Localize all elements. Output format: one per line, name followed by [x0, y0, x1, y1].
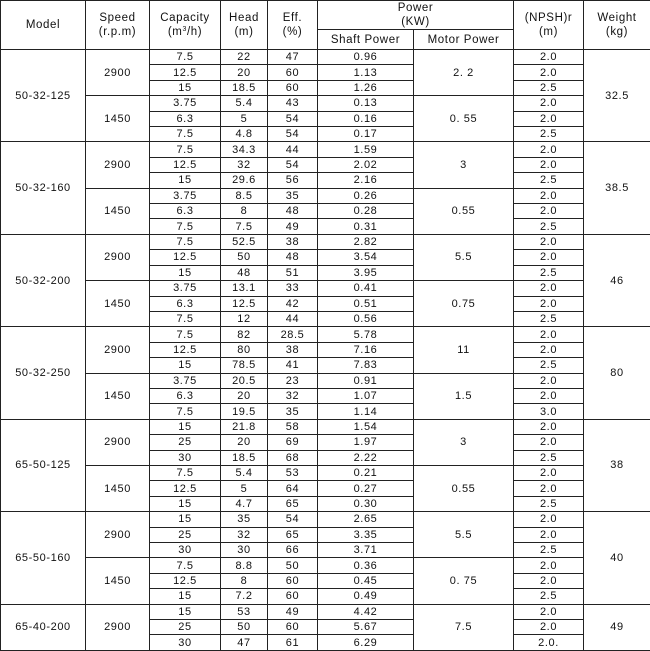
- head-cell: 32: [221, 527, 268, 542]
- efficiency-cell: 68: [268, 450, 318, 465]
- efficiency-cell: 51: [268, 265, 318, 280]
- efficiency-cell: 48: [268, 250, 318, 265]
- weight-cell: 80: [584, 327, 650, 419]
- capacity-cell: 7.5: [150, 234, 221, 249]
- speed-cell: 2900: [86, 234, 150, 280]
- npsh-cell: 2.0: [514, 142, 584, 157]
- npsh-cell: 2.0: [514, 65, 584, 80]
- efficiency-cell: 43: [268, 96, 318, 111]
- npsh-cell: 2.5: [514, 219, 584, 234]
- head-cell: 7.2: [221, 589, 268, 604]
- shaft-power-cell: 3.35: [318, 527, 414, 542]
- head-cell: 80: [221, 342, 268, 357]
- capacity-cell: 3.75: [150, 281, 221, 296]
- capacity-cell: 30: [150, 450, 221, 465]
- head-cell: 22: [221, 50, 268, 65]
- capacity-cell: 12.5: [150, 157, 221, 172]
- table-row: [1, 604, 650, 619]
- head-cell: 4.8: [221, 127, 268, 142]
- npsh-cell: 2.5: [514, 80, 584, 95]
- capacity-cell: 7.5: [150, 327, 221, 342]
- weight-cell: 38.5: [584, 142, 650, 234]
- motor-power-cell: 3: [414, 142, 514, 188]
- efficiency-cell: 65: [268, 496, 318, 511]
- efficiency-cell: 56: [268, 173, 318, 188]
- shaft-power-cell: 1.26: [318, 80, 414, 95]
- table-row: [1, 419, 650, 434]
- shaft-power-cell: 3.54: [318, 250, 414, 265]
- npsh-cell: 2.0: [514, 234, 584, 249]
- efficiency-cell: 54: [268, 512, 318, 527]
- header-weight: Weight (kg): [584, 1, 650, 50]
- weight-cell: 49: [584, 604, 650, 650]
- header-efficiency: Eff. (%): [268, 1, 318, 50]
- capacity-cell: 15: [150, 265, 221, 280]
- motor-power-cell: 5.5: [414, 512, 514, 558]
- head-cell: 4.7: [221, 496, 268, 511]
- head-cell: 5.4: [221, 465, 268, 480]
- capacity-cell: 25: [150, 527, 221, 542]
- efficiency-cell: 44: [268, 142, 318, 157]
- capacity-cell: 12.5: [150, 250, 221, 265]
- head-cell: 53: [221, 604, 268, 619]
- head-cell: 20: [221, 435, 268, 450]
- npsh-cell: 2.0: [514, 250, 584, 265]
- model-cell: 50-32-160: [1, 142, 86, 234]
- npsh-cell: 2.5: [514, 543, 584, 558]
- capacity-cell: 6.3: [150, 296, 221, 311]
- model-cell: 50-32-125: [1, 50, 86, 142]
- npsh-cell: 2.0: [514, 327, 584, 342]
- speed-cell: 1450: [86, 96, 150, 142]
- head-cell: 5.4: [221, 96, 268, 111]
- efficiency-cell: 48: [268, 204, 318, 219]
- efficiency-cell: 49: [268, 604, 318, 619]
- table-row: [1, 96, 650, 111]
- efficiency-cell: 64: [268, 481, 318, 496]
- table-row: [1, 188, 650, 203]
- shaft-power-cell: 0.16: [318, 111, 414, 126]
- capacity-cell: 15: [150, 512, 221, 527]
- npsh-cell: 2.0: [514, 527, 584, 542]
- head-cell: 18.5: [221, 80, 268, 95]
- capacity-cell: 15: [150, 173, 221, 188]
- capacity-cell: 15: [150, 496, 221, 511]
- motor-power-cell: 0. 55: [414, 96, 514, 142]
- head-cell: 5: [221, 111, 268, 126]
- head-cell: 8: [221, 204, 268, 219]
- head-cell: 21.8: [221, 419, 268, 434]
- npsh-cell: 2.5: [514, 311, 584, 326]
- efficiency-cell: 28.5: [268, 327, 318, 342]
- speed-cell: 1450: [86, 281, 150, 327]
- head-cell: 32: [221, 157, 268, 172]
- shaft-power-cell: 0.21: [318, 465, 414, 480]
- capacity-cell: 3.75: [150, 96, 221, 111]
- table-row: [1, 234, 650, 249]
- shaft-power-cell: 1.14: [318, 404, 414, 419]
- shaft-power-cell: 2.82: [318, 234, 414, 249]
- speed-cell: 2900: [86, 142, 150, 188]
- capacity-cell: 30: [150, 543, 221, 558]
- npsh-cell: 2.0: [514, 373, 584, 388]
- weight-cell: 38: [584, 419, 650, 511]
- model-cell: 65-50-125: [1, 419, 86, 511]
- capacity-cell: 7.5: [150, 127, 221, 142]
- head-cell: 5: [221, 481, 268, 496]
- head-cell: 20.5: [221, 373, 268, 388]
- npsh-cell: 2.0: [514, 96, 584, 111]
- efficiency-cell: 44: [268, 311, 318, 326]
- capacity-cell: 7.5: [150, 404, 221, 419]
- efficiency-cell: 23: [268, 373, 318, 388]
- header-motor-power: Motor Power: [414, 30, 514, 50]
- efficiency-cell: 60: [268, 80, 318, 95]
- shaft-power-cell: 0.49: [318, 589, 414, 604]
- capacity-cell: 7.5: [150, 219, 221, 234]
- capacity-cell: 3.75: [150, 188, 221, 203]
- model-cell: 50-32-200: [1, 234, 86, 326]
- header-capacity: Capacity $(m^3/h)$: [150, 1, 221, 50]
- capacity-cell: 6.3: [150, 111, 221, 126]
- motor-power-cell: 0.55: [414, 465, 514, 511]
- capacity-cell: 15: [150, 604, 221, 619]
- npsh-cell: 2.0: [514, 435, 584, 450]
- efficiency-cell: 61: [268, 635, 318, 651]
- npsh-cell: 2.5: [514, 589, 584, 604]
- npsh-cell: 2.5: [514, 496, 584, 511]
- table-row: [1, 373, 650, 388]
- capacity-cell: 15: [150, 358, 221, 373]
- npsh-cell: 2.0.: [514, 635, 584, 651]
- motor-power-cell: 0. 75: [414, 558, 514, 604]
- capacity-cell: 6.3: [150, 388, 221, 403]
- table-row: [1, 465, 650, 480]
- head-cell: 12.5: [221, 296, 268, 311]
- efficiency-cell: 42: [268, 296, 318, 311]
- shaft-power-cell: 0.28: [318, 204, 414, 219]
- efficiency-cell: 38: [268, 342, 318, 357]
- shaft-power-cell: 0.13: [318, 96, 414, 111]
- shaft-power-cell: 0.31: [318, 219, 414, 234]
- capacity-cell: 7.5: [150, 465, 221, 480]
- shaft-power-cell: 1.97: [318, 435, 414, 450]
- speed-cell: 2900: [86, 419, 150, 465]
- head-cell: 48: [221, 265, 268, 280]
- head-cell: 82: [221, 327, 268, 342]
- shaft-power-cell: 1.13: [318, 65, 414, 80]
- efficiency-cell: 60: [268, 573, 318, 588]
- efficiency-cell: 65: [268, 527, 318, 542]
- efficiency-cell: 54: [268, 111, 318, 126]
- npsh-cell: 2.5: [514, 358, 584, 373]
- shaft-power-cell: 3.71: [318, 543, 414, 558]
- table-row: [1, 327, 650, 342]
- shaft-power-cell: 2.22: [318, 450, 414, 465]
- weight-cell: 40: [584, 512, 650, 604]
- head-cell: 29.6: [221, 173, 268, 188]
- head-cell: 47: [221, 635, 268, 651]
- shaft-power-cell: 0.27: [318, 481, 414, 496]
- capacity-cell: 15: [150, 419, 221, 434]
- npsh-cell: 2.0: [514, 481, 584, 496]
- head-cell: 50: [221, 620, 268, 635]
- capacity-cell: 25: [150, 435, 221, 450]
- npsh-cell: 2.0: [514, 573, 584, 588]
- speed-cell: 1450: [86, 188, 150, 234]
- motor-power-cell: 0.55: [414, 188, 514, 234]
- table-body: [1, 50, 650, 651]
- head-cell: 50: [221, 250, 268, 265]
- model-cell: 65-40-200: [1, 604, 86, 650]
- header-npsh: (NPSH)r (m): [514, 1, 584, 50]
- efficiency-cell: 60: [268, 65, 318, 80]
- npsh-cell: 2.0: [514, 465, 584, 480]
- efficiency-cell: 69: [268, 435, 318, 450]
- efficiency-cell: 50: [268, 558, 318, 573]
- speed-cell: 1450: [86, 373, 150, 419]
- efficiency-cell: 58: [268, 419, 318, 434]
- npsh-cell: 2.0: [514, 157, 584, 172]
- npsh-cell: 2.5: [514, 450, 584, 465]
- npsh-cell: 2.0: [514, 558, 584, 573]
- shaft-power-cell: 7.16: [318, 342, 414, 357]
- head-cell: 34.3: [221, 142, 268, 157]
- head-cell: 8.5: [221, 188, 268, 203]
- capacity-cell: 15: [150, 80, 221, 95]
- model-cell: 50-32-250: [1, 327, 86, 419]
- capacity-cell: 30: [150, 635, 221, 651]
- capacity-cell: 15: [150, 589, 221, 604]
- npsh-cell: 2.0: [514, 604, 584, 619]
- shaft-power-cell: 2.65: [318, 512, 414, 527]
- efficiency-cell: 38: [268, 234, 318, 249]
- capacity-cell: 7.5: [150, 311, 221, 326]
- head-cell: 8.8: [221, 558, 268, 573]
- npsh-cell: 2.5: [514, 127, 584, 142]
- shaft-power-cell: 7.83: [318, 358, 414, 373]
- shaft-power-cell: 0.91: [318, 373, 414, 388]
- shaft-power-cell: 0.41: [318, 281, 414, 296]
- npsh-cell: 2.0: [514, 512, 584, 527]
- npsh-cell: 2.0: [514, 388, 584, 403]
- model-cell: 65-50-160: [1, 512, 86, 604]
- motor-power-cell: 3: [414, 419, 514, 465]
- shaft-power-cell: 2.02: [318, 157, 414, 172]
- efficiency-cell: 35: [268, 404, 318, 419]
- capacity-cell: 6.3: [150, 204, 221, 219]
- shaft-power-cell: 0.26: [318, 188, 414, 203]
- shaft-power-cell: 4.42: [318, 604, 414, 619]
- head-cell: 13.1: [221, 281, 268, 296]
- header-power: Power (KW): [318, 1, 514, 30]
- efficiency-cell: 35: [268, 188, 318, 203]
- shaft-power-cell: 0.56: [318, 311, 414, 326]
- head-cell: 19.5: [221, 404, 268, 419]
- shaft-power-cell: 3.95: [318, 265, 414, 280]
- npsh-cell: 2.0: [514, 50, 584, 65]
- npsh-cell: 2.0: [514, 204, 584, 219]
- capacity-cell: 25: [150, 620, 221, 635]
- shaft-power-cell: 0.96: [318, 50, 414, 65]
- npsh-cell: 2.5: [514, 173, 584, 188]
- weight-cell: 46: [584, 234, 650, 326]
- capacity-cell: 7.5: [150, 558, 221, 573]
- header-model: Model: [1, 1, 86, 50]
- motor-power-cell: 1.5: [414, 373, 514, 419]
- efficiency-cell: 60: [268, 589, 318, 604]
- head-cell: 20: [221, 65, 268, 80]
- head-cell: 20: [221, 388, 268, 403]
- speed-cell: 2900: [86, 50, 150, 96]
- motor-power-cell: 11: [414, 327, 514, 373]
- npsh-cell: 2.0: [514, 111, 584, 126]
- shaft-power-cell: 0.45: [318, 573, 414, 588]
- head-cell: 78.5: [221, 358, 268, 373]
- head-cell: 30: [221, 543, 268, 558]
- npsh-cell: 2.0: [514, 188, 584, 203]
- motor-power-cell: 5.5: [414, 234, 514, 280]
- table-row: [1, 558, 650, 573]
- npsh-cell: 2.0: [514, 419, 584, 434]
- shaft-power-cell: 1.59: [318, 142, 414, 157]
- table-row: [1, 512, 650, 527]
- shaft-power-cell: 0.36: [318, 558, 414, 573]
- npsh-cell: 2.0: [514, 620, 584, 635]
- npsh-cell: 2.0: [514, 296, 584, 311]
- capacity-cell: 12.5: [150, 342, 221, 357]
- shaft-power-cell: 1.54: [318, 419, 414, 434]
- table-row: [1, 50, 650, 65]
- header-head: Head (m): [221, 1, 268, 50]
- efficiency-cell: 47: [268, 50, 318, 65]
- head-cell: 7.5: [221, 219, 268, 234]
- capacity-cell: 12.5: [150, 573, 221, 588]
- motor-power-cell: 2. 2: [414, 50, 514, 96]
- capacity-cell: 7.5: [150, 50, 221, 65]
- npsh-cell: 2.0: [514, 281, 584, 296]
- efficiency-cell: 66: [268, 543, 318, 558]
- speed-cell: 2900: [86, 327, 150, 373]
- weight-cell: 32.5: [584, 50, 650, 142]
- speed-cell: 1450: [86, 558, 150, 604]
- shaft-power-cell: 0.51: [318, 296, 414, 311]
- head-cell: 52.5: [221, 234, 268, 249]
- efficiency-cell: 49: [268, 219, 318, 234]
- table-row: [1, 281, 650, 296]
- npsh-cell: 2.0: [514, 342, 584, 357]
- table-row: [1, 142, 650, 157]
- shaft-power-cell: 1.07: [318, 388, 414, 403]
- shaft-power-cell: 6.29: [318, 635, 414, 651]
- speed-cell: 1450: [86, 465, 150, 511]
- shaft-power-cell: 0.30: [318, 496, 414, 511]
- capacity-cell: 7.5: [150, 142, 221, 157]
- efficiency-cell: 54: [268, 127, 318, 142]
- motor-power-cell: 0.75: [414, 281, 514, 327]
- head-cell: 18.5: [221, 450, 268, 465]
- speed-cell: 2900: [86, 604, 150, 650]
- efficiency-cell: 53: [268, 465, 318, 480]
- shaft-power-cell: 5.78: [318, 327, 414, 342]
- header-shaft-power: Shaft Power: [318, 30, 414, 50]
- efficiency-cell: 41: [268, 358, 318, 373]
- npsh-cell: 3.0: [514, 404, 584, 419]
- capacity-cell: 3.75: [150, 373, 221, 388]
- efficiency-cell: 60: [268, 620, 318, 635]
- shaft-power-cell: 5.67: [318, 620, 414, 635]
- head-cell: 35: [221, 512, 268, 527]
- head-cell: 8: [221, 573, 268, 588]
- speed-cell: 2900: [86, 512, 150, 558]
- shaft-power-cell: 2.16: [318, 173, 414, 188]
- npsh-cell: 2.5: [514, 265, 584, 280]
- capacity-cell: 12.5: [150, 65, 221, 80]
- efficiency-cell: 32: [268, 388, 318, 403]
- shaft-power-cell: 0.17: [318, 127, 414, 142]
- efficiency-cell: 54: [268, 157, 318, 172]
- efficiency-cell: 33: [268, 281, 318, 296]
- motor-power-cell: 7.5: [414, 604, 514, 650]
- head-cell: 12: [221, 311, 268, 326]
- capacity-cell: 12.5: [150, 481, 221, 496]
- header-speed: Speed (r.p.m): [86, 1, 150, 50]
